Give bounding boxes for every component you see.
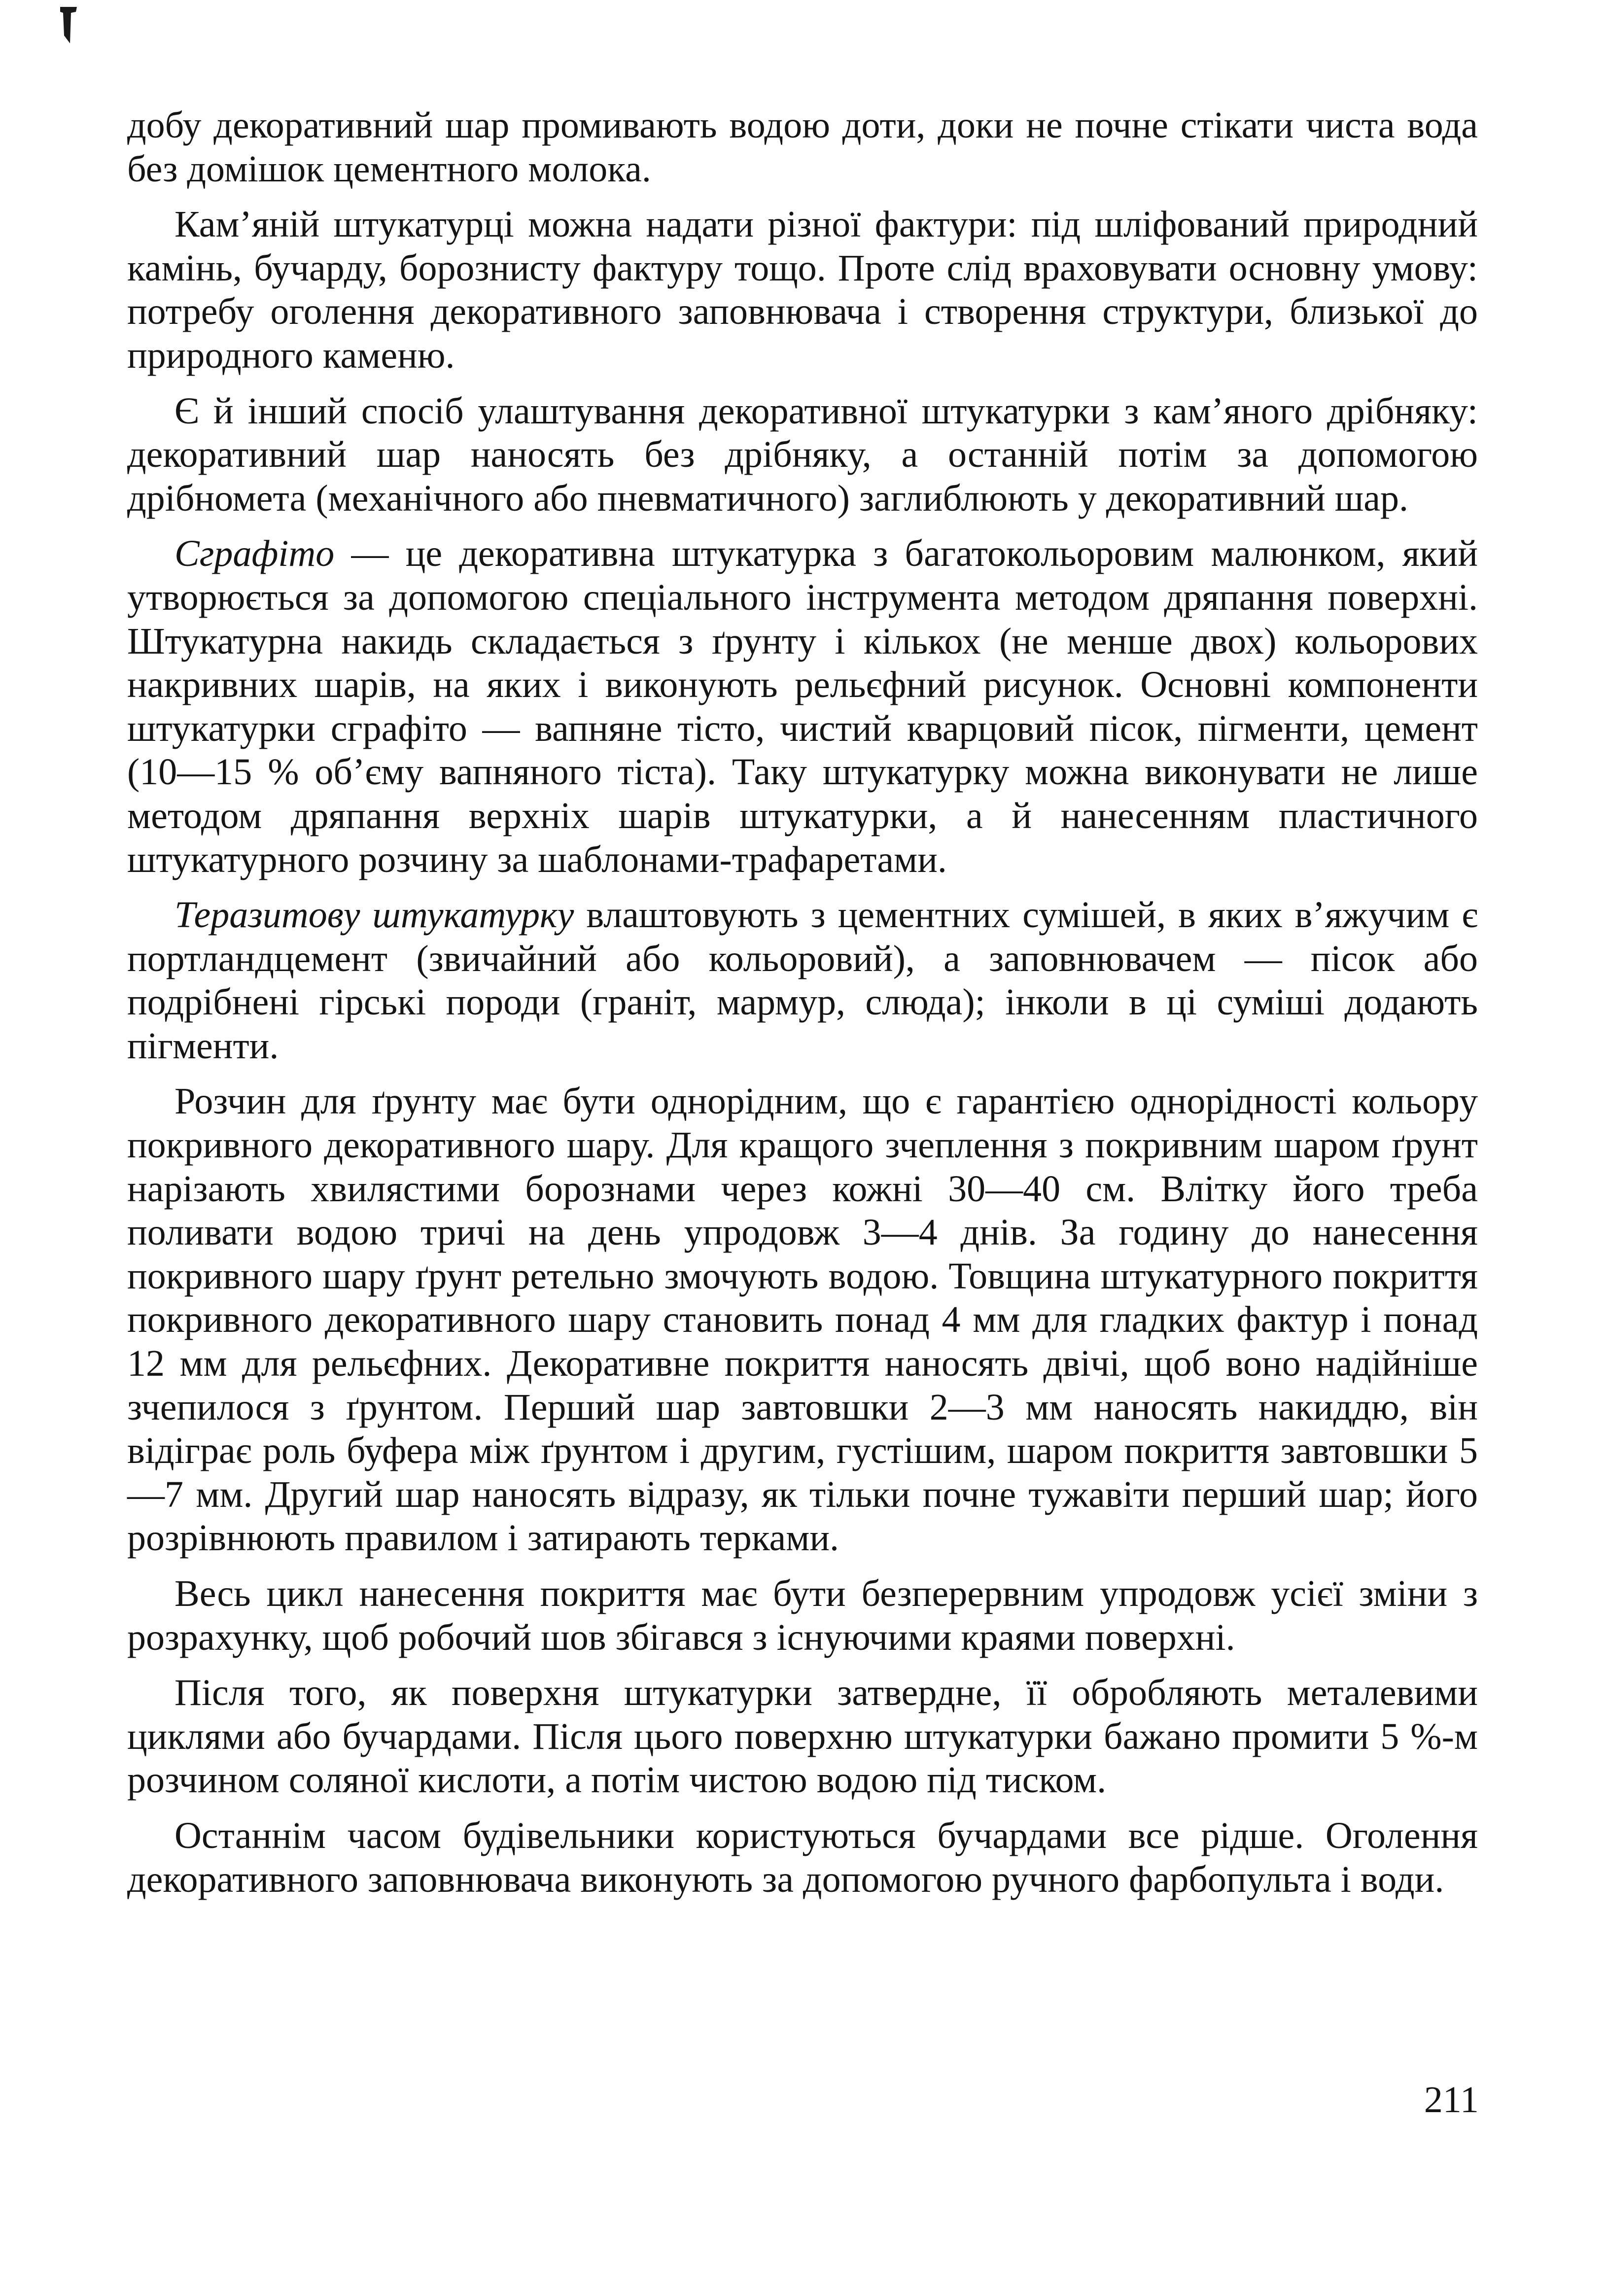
paragraph-4-text: — це декоративна штукатурка з багатокольоровим малюнком, який утворюється за допомогою спеціального інструмента методом дряпання поверхні. Штукатурна накидь складається з ґрунту і кількох (не менше двох) кольорових накривних шарів, на яких і виконують рельєфний рисунок. Основні компоненти штукатурки сграфіто — вапняне тісто, чистий кварцовий пісок, пігменти, цемент (10—15 % об’єму вапняного тіста). Таку штукатурку можна виконувати не лише методом дряпання верхніх шарів штукатурки, а й нанесенням пластичного штукатурного розчину за шаблонами-трафаретами. [127, 533, 1478, 880]
paragraph-6-text: Розчин для ґрунту має бути однорідним, що є гарантією однорідності кольору покривного декоративного шару. Для кращого зчеплення з покривним шаром ґрунт нарізають хвилястими борознами через кожні 30—40 см. Влітку його треба поливати водою тричі на день упродовж 3—4 днів. За годину до нанесення покривного шару ґрунт ретельно змочують водою. Товщина штукатурного покриття покривного декоративного шару становить понад 4 мм для гладких фактур і понад 12 мм для рельєфних. Декоративне покриття наносять двічі, щоб воно надійніше зчепилося з ґрунтом. Перший шар завтовшки 2—3 мм наносять накиддю, він відіграє роль буфера між ґрунтом і другим, густішим, шаром покриття завтовшки 5—7 мм. Другий шар наносять відразу, як тільки почне тужавіти перший шар; його розрівнюють правилом і затирають терками. [127, 1080, 1478, 1559]
page-number: 211 [1424, 2079, 1479, 2121]
paragraph-3-text: Є й інший спосіб улаштування декоративної штукатурки з кам’яного дрібняку: декоративний шар наносять без дрібняку, а останній потім за допомогою дрібномета (механічного або пневматичного) заглиблюють у декоративний шар. [127, 390, 1478, 519]
paragraph-6 [127, 1079, 1478, 1560]
paragraph-4 [127, 532, 1478, 881]
paragraph-8-text: Після того, як поверхня штукатурки затвердне, її обробляють металевими циклями або бучардами. Після цього поверхню штукатурки бажано промити 5 %-м розчином соляної кислоти, а потім чистою водою під тиском. [127, 1672, 1478, 1801]
term-terazyt-plaster: Теразитову штукатурку [175, 894, 574, 936]
paragraph-2-text: Кам’яній штукатурці можна надати різної фактури: під шліфований природний камінь, бучарду, борознисту фактуру тощо. Проте слід враховувати основну умову: потребу оголення декоративного заповнювача і створення структури, близької до природного каменю. [127, 204, 1478, 376]
paragraph-9-text: Останнім часом будівельники користуються бучардами все рідше. Оголення декоративного заповнювача виконують за допомогою ручного фарбопульта і води. [127, 1814, 1478, 1900]
paragraph-9 [127, 1814, 1478, 1901]
paragraph-7-text: Весь цикл нанесення покриття має бути безперервним упродовж усієї зміни з розрахунку, щоб робочий шов збігався з існуючими краями поверхні. [127, 1573, 1478, 1658]
paragraph-7 [127, 1572, 1478, 1659]
paragraph-2 [127, 203, 1478, 377]
paragraph-1 [127, 104, 1478, 191]
paragraph-8 [127, 1671, 1478, 1802]
paragraph-1-text: добу декоративний шар промивають водою доти, доки не почне стікати чиста вода без домішок цементного молока. [127, 104, 1478, 190]
scan-artifact-mark [59, 6, 78, 44]
paragraph-3 [127, 389, 1478, 521]
paragraph-5 [127, 893, 1478, 1068]
paragraph-5-text: влаштовують з цементних сумішей, в яких в’яжучим є портландцемент (звичайний або кольоровий), а заповнювачем — пісок або подрібнені гірські породи (граніт, мармур, слюда); інколи в ці суміші додають пігменти. [127, 894, 1478, 1067]
term-sgrafito: Сграфіто [175, 533, 335, 575]
body-text [127, 104, 1478, 1913]
